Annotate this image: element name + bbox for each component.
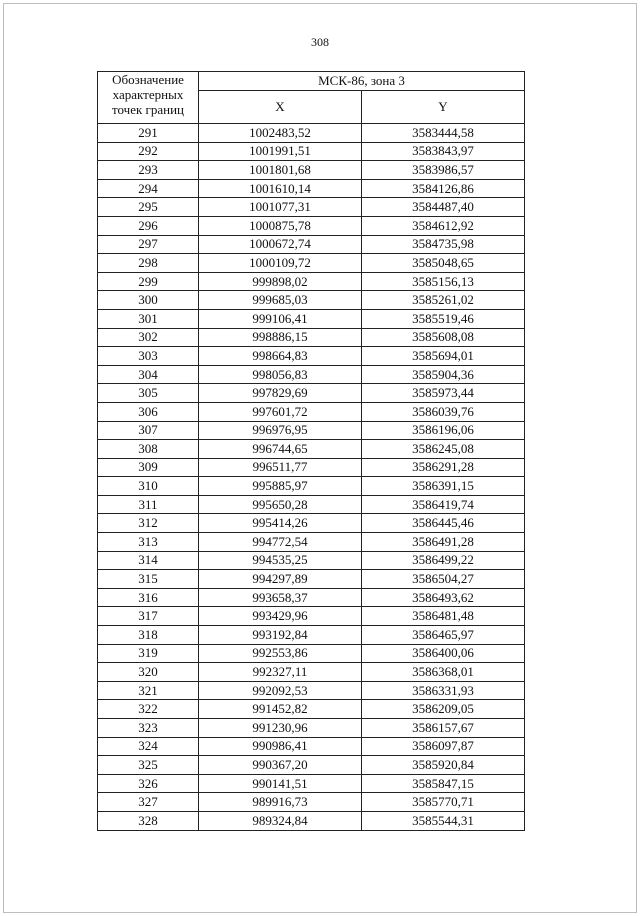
y-coordinate-cell: 3585770,71 <box>362 793 525 812</box>
y-coordinate-cell: 3586391,15 <box>362 477 525 496</box>
table-row <box>98 347 525 366</box>
table-row <box>98 793 525 812</box>
point-number-cell: 319 <box>98 644 199 663</box>
x-coordinate-cell: 995414,26 <box>199 514 362 533</box>
y-coordinate-cell: 3584612,92 <box>362 216 525 235</box>
point-number-cell: 311 <box>98 495 199 514</box>
table-row <box>98 477 525 496</box>
y-coordinate-cell: 3585694,01 <box>362 347 525 366</box>
y-coordinate-cell: 3586209,05 <box>362 700 525 719</box>
x-coordinate-cell: 998886,15 <box>199 328 362 347</box>
x-coordinate-cell: 1000672,74 <box>199 235 362 254</box>
y-coordinate-cell: 3586493,62 <box>362 588 525 607</box>
x-coordinate-cell: 999898,02 <box>199 272 362 291</box>
point-number-cell: 300 <box>98 291 199 310</box>
table-row <box>98 588 525 607</box>
table-row <box>98 495 525 514</box>
y-coordinate-cell: 3584487,40 <box>362 198 525 217</box>
y-coordinate-cell: 3586481,48 <box>362 607 525 626</box>
table-row <box>98 421 525 440</box>
page-number: 308 <box>311 35 329 49</box>
table-row <box>98 644 525 663</box>
y-coordinate-cell: 3586400,06 <box>362 644 525 663</box>
point-number-cell: 302 <box>98 328 199 347</box>
y-coordinate-cell: 3585608,08 <box>362 328 525 347</box>
table-header <box>98 72 525 124</box>
point-number-cell: 315 <box>98 570 199 589</box>
point-number-cell: 326 <box>98 774 199 793</box>
y-coordinate-cell: 3585544,31 <box>362 811 525 830</box>
y-coordinate-cell: 3586196,06 <box>362 421 525 440</box>
table-row <box>98 737 525 756</box>
y-coordinate-cell: 3584735,98 <box>362 235 525 254</box>
y-coordinate-cell: 3586157,67 <box>362 719 525 738</box>
y-coordinate-cell: 3585519,46 <box>362 309 525 328</box>
x-coordinate-cell: 997601,72 <box>199 402 362 421</box>
table-row <box>98 124 525 143</box>
y-coordinate-cell: 3584126,86 <box>362 179 525 198</box>
table-row <box>98 681 525 700</box>
table-row <box>98 365 525 384</box>
table-row <box>98 161 525 180</box>
point-number-cell: 298 <box>98 254 199 273</box>
x-coordinate-cell: 991230,96 <box>199 719 362 738</box>
table-row <box>98 700 525 719</box>
point-number-cell: 324 <box>98 737 199 756</box>
x-coordinate-cell: 991452,82 <box>199 700 362 719</box>
table-row <box>98 309 525 328</box>
point-number-cell: 323 <box>98 719 199 738</box>
y-coordinate-cell: 3585048,65 <box>362 254 525 273</box>
x-coordinate-cell: 999685,03 <box>199 291 362 310</box>
x-column-header: X <box>199 91 362 124</box>
designation-header: Обозначение характерных точек границ <box>98 72 199 124</box>
point-number-cell: 293 <box>98 161 199 180</box>
point-number-cell: 316 <box>98 588 199 607</box>
x-coordinate-cell: 993429,96 <box>199 607 362 626</box>
x-coordinate-cell: 1001991,51 <box>199 142 362 161</box>
x-coordinate-cell: 994535,25 <box>199 551 362 570</box>
y-coordinate-cell: 3586245,08 <box>362 440 525 459</box>
point-number-cell: 303 <box>98 347 199 366</box>
table-row <box>98 551 525 570</box>
table-row <box>98 384 525 403</box>
coordinates-table <box>97 71 525 831</box>
y-column-header: Y <box>362 91 525 124</box>
point-number-cell: 322 <box>98 700 199 719</box>
table-row <box>98 663 525 682</box>
point-number-cell: 292 <box>98 142 199 161</box>
x-coordinate-cell: 994772,54 <box>199 533 362 552</box>
table-row <box>98 179 525 198</box>
table-row <box>98 216 525 235</box>
point-number-cell: 310 <box>98 477 199 496</box>
table-row <box>98 533 525 552</box>
point-number-cell: 295 <box>98 198 199 217</box>
point-number-cell: 320 <box>98 663 199 682</box>
table-row <box>98 458 525 477</box>
point-number-cell: 314 <box>98 551 199 570</box>
x-coordinate-cell: 996976,95 <box>199 421 362 440</box>
y-coordinate-cell: 3585156,13 <box>362 272 525 291</box>
x-coordinate-cell: 1002483,52 <box>199 124 362 143</box>
x-coordinate-cell: 999106,41 <box>199 309 362 328</box>
point-number-cell: 328 <box>98 811 199 830</box>
point-number-cell: 294 <box>98 179 199 198</box>
point-number-cell: 301 <box>98 309 199 328</box>
table-row <box>98 440 525 459</box>
x-coordinate-cell: 1001610,14 <box>199 179 362 198</box>
x-coordinate-cell: 996744,65 <box>199 440 362 459</box>
point-number-cell: 304 <box>98 365 199 384</box>
point-number-cell: 309 <box>98 458 199 477</box>
table-row <box>98 607 525 626</box>
point-number-cell: 308 <box>98 440 199 459</box>
table-row <box>98 142 525 161</box>
y-coordinate-cell: 3586499,22 <box>362 551 525 570</box>
x-coordinate-cell: 992553,86 <box>199 644 362 663</box>
point-number-cell: 318 <box>98 626 199 645</box>
y-coordinate-cell: 3585847,15 <box>362 774 525 793</box>
y-coordinate-cell: 3586491,28 <box>362 533 525 552</box>
table-row <box>98 756 525 775</box>
x-coordinate-cell: 995885,97 <box>199 477 362 496</box>
coord-system-header: МСК-86, зона 3 <box>199 72 525 91</box>
x-coordinate-cell: 992092,53 <box>199 681 362 700</box>
table-row <box>98 514 525 533</box>
point-number-cell: 296 <box>98 216 199 235</box>
point-number-cell: 299 <box>98 272 199 291</box>
table-row <box>98 328 525 347</box>
x-coordinate-cell: 993192,84 <box>199 626 362 645</box>
point-number-cell: 297 <box>98 235 199 254</box>
x-coordinate-cell: 998056,83 <box>199 365 362 384</box>
y-coordinate-cell: 3586039,76 <box>362 402 525 421</box>
point-number-cell: 306 <box>98 402 199 421</box>
table-row <box>98 198 525 217</box>
x-coordinate-cell: 990367,20 <box>199 756 362 775</box>
table-row <box>98 402 525 421</box>
x-coordinate-cell: 1000875,78 <box>199 216 362 235</box>
y-coordinate-cell: 3585973,44 <box>362 384 525 403</box>
table-row <box>98 235 525 254</box>
point-number-cell: 291 <box>98 124 199 143</box>
x-coordinate-cell: 1001077,31 <box>199 198 362 217</box>
y-coordinate-cell: 3583444,58 <box>362 124 525 143</box>
y-coordinate-cell: 3586504,27 <box>362 570 525 589</box>
table-row <box>98 291 525 310</box>
y-coordinate-cell: 3586445,46 <box>362 514 525 533</box>
x-coordinate-cell: 992327,11 <box>199 663 362 682</box>
y-coordinate-cell: 3586097,87 <box>362 737 525 756</box>
y-coordinate-cell: 3585261,02 <box>362 291 525 310</box>
y-coordinate-cell: 3585904,36 <box>362 365 525 384</box>
y-coordinate-cell: 3583843,97 <box>362 142 525 161</box>
table-row <box>98 719 525 738</box>
table-body <box>98 124 525 831</box>
point-number-cell: 312 <box>98 514 199 533</box>
y-coordinate-cell: 3586291,28 <box>362 458 525 477</box>
x-coordinate-cell: 990986,41 <box>199 737 362 756</box>
table-row <box>98 570 525 589</box>
x-coordinate-cell: 994297,89 <box>199 570 362 589</box>
point-number-cell: 313 <box>98 533 199 552</box>
table-row <box>98 272 525 291</box>
y-coordinate-cell: 3585920,84 <box>362 756 525 775</box>
x-coordinate-cell: 1000109,72 <box>199 254 362 273</box>
y-coordinate-cell: 3586331,93 <box>362 681 525 700</box>
x-coordinate-cell: 990141,51 <box>199 774 362 793</box>
point-number-cell: 325 <box>98 756 199 775</box>
table-row <box>98 774 525 793</box>
point-number-cell: 317 <box>98 607 199 626</box>
y-coordinate-cell: 3583986,57 <box>362 161 525 180</box>
x-coordinate-cell: 997829,69 <box>199 384 362 403</box>
point-number-cell: 327 <box>98 793 199 812</box>
x-coordinate-cell: 1001801,68 <box>199 161 362 180</box>
y-coordinate-cell: 3586368,01 <box>362 663 525 682</box>
y-coordinate-cell: 3586465,97 <box>362 626 525 645</box>
point-number-cell: 307 <box>98 421 199 440</box>
table-row <box>98 626 525 645</box>
x-coordinate-cell: 995650,28 <box>199 495 362 514</box>
point-number-cell: 321 <box>98 681 199 700</box>
x-coordinate-cell: 989916,73 <box>199 793 362 812</box>
x-coordinate-cell: 989324,84 <box>199 811 362 830</box>
table-row <box>98 254 525 273</box>
point-number-cell: 305 <box>98 384 199 403</box>
x-coordinate-cell: 996511,77 <box>199 458 362 477</box>
x-coordinate-cell: 993658,37 <box>199 588 362 607</box>
y-coordinate-cell: 3586419,74 <box>362 495 525 514</box>
x-coordinate-cell: 998664,83 <box>199 347 362 366</box>
table-row <box>98 811 525 830</box>
